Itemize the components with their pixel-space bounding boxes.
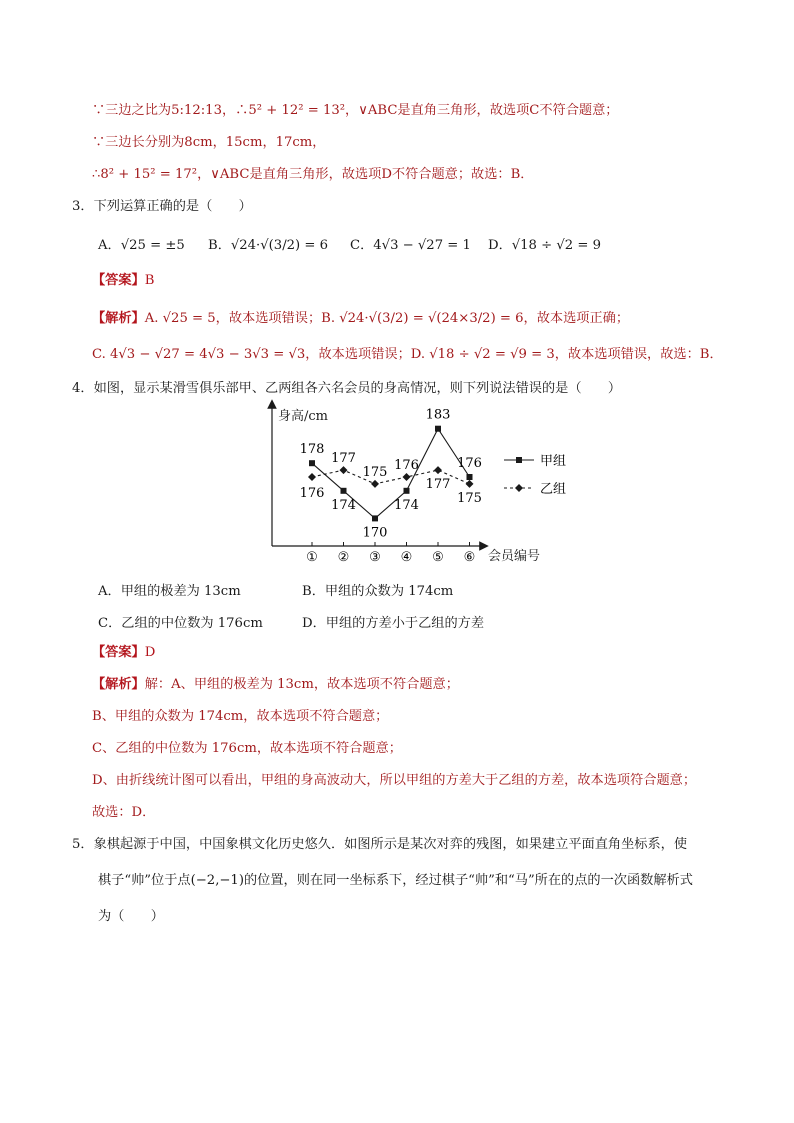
legend-label: 甲组 xyxy=(540,454,567,469)
prev-solution-line-1: ∵三边之比为5:12:13，∴5² + 12² = 13²，∨ABC是直角三角形，故选项C不符合题意； xyxy=(92,103,619,118)
q3-stem: 3．下列运算正确的是（ ） xyxy=(72,199,252,214)
data-point xyxy=(403,473,411,481)
q4-option-a: A．甲组的极差为 13cm xyxy=(98,584,241,599)
data-label: 170 xyxy=(362,525,388,541)
data-label: 174 xyxy=(394,497,419,513)
q4-analysis-3: C、乙组的中位数为 176cm，故本选项不符合题意； xyxy=(92,741,402,756)
x-tick-label: ⑤ xyxy=(432,550,444,565)
q3-option-d: D．√18 ÷ √2 = 9 xyxy=(488,238,601,253)
analysis-tag: 【解析】 xyxy=(92,677,145,692)
legend-marker xyxy=(515,484,523,492)
y-axis-label: 身高/cm xyxy=(278,409,328,424)
x-tick-label: ④ xyxy=(400,550,413,565)
q4-analysis-4: D、由折线统计图可以看出，甲组的身高波动大，所以甲组的方差大于乙组的方差，故本选项符合题意； xyxy=(92,773,697,788)
data-point xyxy=(435,426,441,432)
data-label: 177 xyxy=(331,451,356,467)
data-label: 178 xyxy=(299,442,325,458)
analysis-tag: 【解析】 xyxy=(92,311,145,326)
data-point xyxy=(466,480,474,488)
q4-analysis-5: 故选：D． xyxy=(92,805,156,820)
legend-marker xyxy=(516,457,522,463)
q3-option-a: A．√25 = ±5 xyxy=(98,238,185,253)
data-label: 174 xyxy=(331,497,356,513)
answer-tag: 【答案】 xyxy=(92,645,145,660)
q3-analysis-2: C. 4√3 − √27 = 4√3 − 3√3 = √3，故本选项错误；D. √18 ÷ √2 = √9 = 3，故本选项错误，故选：B． xyxy=(92,347,723,362)
data-label: 175 xyxy=(457,490,482,506)
data-point xyxy=(309,460,315,466)
q3-answer xyxy=(92,272,154,290)
answer-value: D xyxy=(144,645,156,660)
data-point xyxy=(308,473,316,481)
x-axis-label: 会员编号 xyxy=(488,549,541,564)
q4-option-c: C．乙组的中位数为 176cm xyxy=(98,616,263,631)
q5-stem-line-1: 5．象棋起源于中国，中国象棋文化历史悠久．如图所示是某次对弈的残图，如果建立平面直角坐标系，使 xyxy=(72,837,688,852)
x-tick-label: ① xyxy=(306,550,318,565)
analysis-text: 解：A、甲组的极差为 13cm，故本选项不符合题意； xyxy=(144,677,459,692)
q4-answer xyxy=(92,644,155,662)
q4-option-b: B．甲组的众数为 174cm xyxy=(302,584,454,599)
data-label: 175 xyxy=(362,464,388,480)
data-point xyxy=(340,466,348,474)
prev-solution-line-2: ∵三边长分别为8cm，15cm，17cm， xyxy=(92,135,326,150)
prev-solution-line-3: ∴8² + 15² = 17²，∨ABC是直角三角形，故选项D不符合题意；故选：B． xyxy=(92,167,534,182)
data-point xyxy=(372,515,378,521)
q4-analysis-2: B、甲组的众数为 174cm，故本选项不符合题意； xyxy=(92,709,389,724)
q3-analysis-1 xyxy=(92,310,629,328)
data-label: 176 xyxy=(299,486,325,501)
data-label: 176 xyxy=(394,458,419,473)
height-line-chart xyxy=(256,398,576,566)
q4-option-d: D．甲组的方差小于乙组的方差 xyxy=(302,616,485,631)
x-tick-label: ② xyxy=(337,550,350,565)
legend-label: 乙组 xyxy=(540,482,567,497)
answer-tag: 【答案】 xyxy=(92,273,145,288)
data-point xyxy=(404,488,410,494)
q5-stem-line-3: 为（ ） xyxy=(98,909,164,924)
data-label: 177 xyxy=(425,477,451,493)
q4-stem: 4．如图，显示某滑雪俱乐部甲、乙两组各六名会员的身高情况，则下列说法错误的是（ ） xyxy=(72,381,622,396)
data-label: 176 xyxy=(457,456,482,471)
q5-stem-line-2: 棋子“帅”位于点(−2,−1)的位置，则在同一坐标系下，经过棋子“帅”和“马”所在的点的一次函数解析式 xyxy=(98,873,693,888)
data-label: 183 xyxy=(425,407,451,423)
q3-option-c: C．4√3 − √27 = 1 xyxy=(350,238,471,253)
data-point xyxy=(434,466,442,474)
x-tick-label: ⑥ xyxy=(463,550,476,565)
q3-option-b: B．√24·√(3/2) = 6 xyxy=(208,238,328,253)
data-point xyxy=(467,474,473,480)
analysis-text: A. √25 = 5，故本选项错误；B. √24·√(3/2) = √(24×3/2) = 6，故本选项正确； xyxy=(144,311,630,326)
answer-value: B xyxy=(144,273,155,288)
data-point xyxy=(341,488,347,494)
x-tick-label: ③ xyxy=(369,550,381,565)
q4-analysis-1 xyxy=(92,676,459,694)
data-point xyxy=(371,480,379,488)
